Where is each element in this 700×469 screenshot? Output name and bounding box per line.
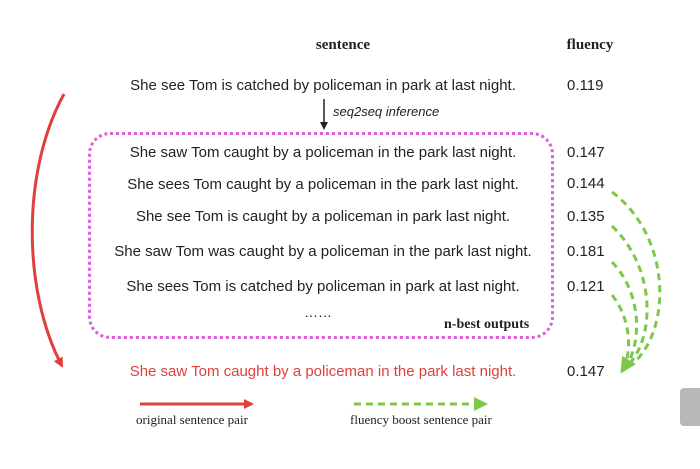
original-sentence: She see Tom is catched by policeman in park at last night. xyxy=(130,77,516,94)
original-score: 0.119 xyxy=(567,77,604,94)
candidate-sentence-3: She see Tom is caught by a policeman in park last night. xyxy=(135,208,511,225)
candidate-score-3: 0.135 xyxy=(567,208,605,225)
result-sentence: She saw Tom caught by a policeman in the park last night. xyxy=(129,363,517,380)
candidate-sentence-2: She sees Tom caught by a policeman in the park last night. xyxy=(127,176,519,193)
red-original-arrow xyxy=(32,94,64,366)
legend-fluency-label: fluency boost sentence pair xyxy=(350,412,492,427)
candidate-sentence-4: She saw Tom was caught by a policeman in the park last night. xyxy=(114,243,532,260)
seq2seq-inference-label: seq2seq inference xyxy=(333,104,440,119)
n-best-outputs-label: n-best outputs xyxy=(444,317,530,332)
ellipsis: …… xyxy=(304,304,332,320)
result-score: 0.147 xyxy=(567,363,605,380)
green-arrow-2 xyxy=(612,226,647,371)
legend-original-label: original sentence pair xyxy=(136,412,248,427)
candidate-sentence-1: She saw Tom caught by a policeman in the park last night. xyxy=(129,144,517,161)
candidate-score-5: 0.121 xyxy=(567,278,605,295)
green-arrow-4 xyxy=(612,295,629,371)
candidate-score-4: 0.181 xyxy=(567,243,605,260)
legend-green-arrowhead xyxy=(474,397,488,411)
candidate-score-2: 0.144 xyxy=(567,175,605,192)
fluency-column-header: fluency xyxy=(566,37,614,53)
candidate-score-1: 0.147 xyxy=(567,144,605,161)
sentence-column-header: sentence xyxy=(315,37,371,53)
candidate-sentence-5: She sees Tom is catched by policeman in park at last night. xyxy=(126,278,520,295)
